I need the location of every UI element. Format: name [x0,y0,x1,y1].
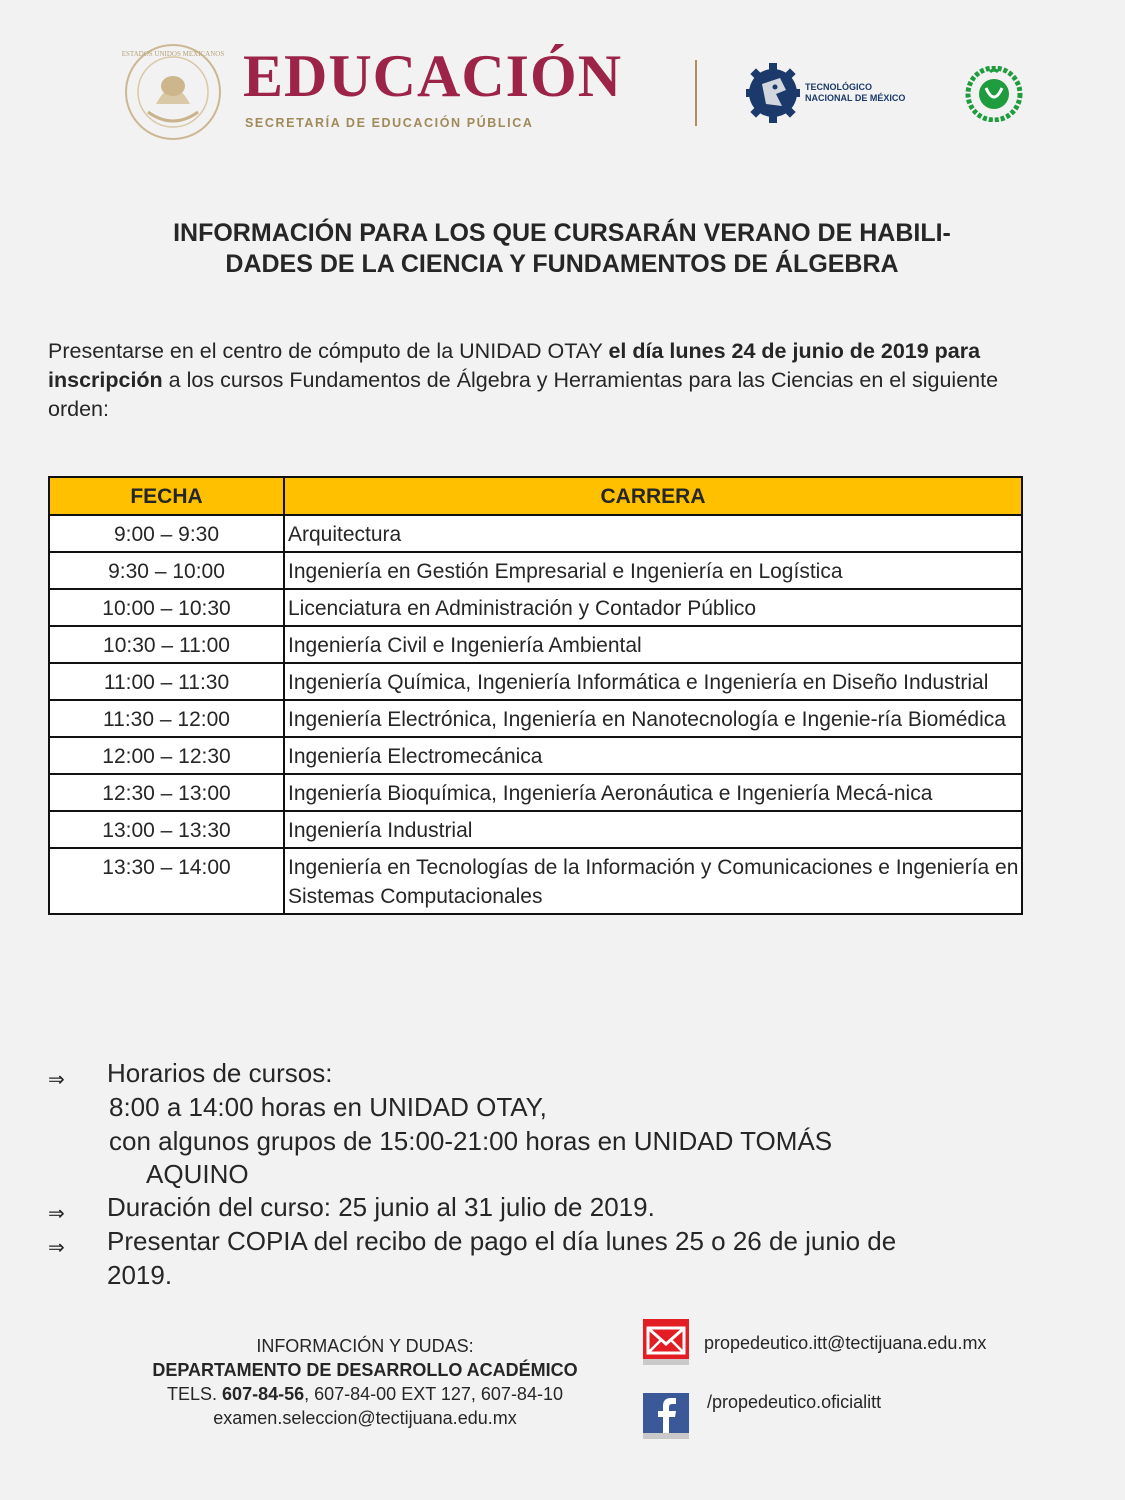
career-cell: Ingeniería Química, Ingeniería Informática e Ingeniería en Diseño Industrial [284,663,1022,700]
mexico-seal-icon [118,42,228,142]
time-cell: 13:30 – 14:00 [49,848,284,914]
tecnm-line-2: NACIONAL DE MÉXICO [805,93,906,103]
table-row [49,737,1022,774]
tecnm-gear-icon [746,60,800,126]
education-logo-text: EDUCACIÓN [243,43,623,109]
title-line-1: INFORMACIÓN PARA LOS QUE CURSARÁN VERANO DE HABILI- [173,219,951,247]
time-cell: 12:00 – 12:30 [49,737,284,774]
header-carrera: CARRERA [284,477,1022,515]
career-cell: Ingeniería en Gestión Empresarial e Ingeniería en Logística [284,552,1022,589]
career-cell: Licenciatura en Administración y Contador Público [284,589,1022,626]
table-row [49,626,1022,663]
schedule-table [48,476,1023,915]
intro-paragraph [48,337,1038,424]
table-row [49,589,1022,626]
note-duracion: Duración del curso: 25 junio al 31 julio de 2019. [107,1192,655,1222]
table-row [49,700,1022,737]
table-row [49,663,1022,700]
tecnm-line-1: TECNOLÓGICO [805,82,872,92]
time-cell: 13:00 – 13:30 [49,811,284,848]
tecnm-name [805,82,905,104]
facebook-icon [643,1393,689,1439]
career-cell: Ingeniería Industrial [284,811,1022,848]
info-label: INFORMACIÓN Y DUDAS: [256,1336,474,1356]
time-cell: 10:00 – 10:30 [49,589,284,626]
tels-rest: , 607-84-00 EXT 127, 607-84-10 [304,1384,563,1404]
arrow-icon: ⇒ [48,1237,65,1259]
intro-text-bold: el día lunes 24 de junio de 2019 para inscripción [48,339,981,392]
tels-main: 607-84-56 [222,1384,305,1404]
note-copia-line-2: 2019. [107,1260,173,1290]
career-cell: Arquitectura [284,515,1022,552]
table-row [49,774,1022,811]
time-cell: 10:30 – 11:00 [49,626,284,663]
header-divider [695,60,697,126]
note-horarios-line-1: 8:00 a 14:00 horas en UNIDAD OTAY, [109,1092,547,1122]
title-line-2: DADES DE LA CIENCIA Y FUNDAMENTOS DE ÁLGEBRA [225,250,899,278]
page-title [60,218,1064,280]
career-cell: Ingeniería Electrónica, Ingeniería en Nanotecnología e Ingenie-ría Biomédica [284,700,1022,737]
table-row [49,811,1022,848]
note-horarios-line-3: AQUINO [146,1159,249,1189]
table-row [49,848,1022,914]
header-fecha: FECHA [49,477,284,515]
table-row [49,552,1022,589]
time-cell: 11:30 – 12:00 [49,700,284,737]
arrow-icon: ⇒ [48,1069,65,1091]
contact-email-link[interactable]: propedeutico.itt@tectijuana.edu.mx [704,1333,987,1353]
phone-numbers [95,1382,635,1406]
career-cell: Ingeniería Bioquímica, Ingeniería Aeronáutica e Ingeniería Mecá-nica [284,774,1022,811]
facebook-link[interactable]: /propedeutico.oficialitt [707,1392,882,1412]
time-cell: 11:00 – 11:30 [49,663,284,700]
itt-logo-icon [962,66,1026,122]
note-horarios-title: Horarios de cursos: [107,1058,333,1088]
table-row [49,515,1022,552]
career-cell: Ingeniería Civil e Ingeniería Ambiental [284,626,1022,663]
arrow-icon: ⇒ [48,1203,65,1225]
department-name: DEPARTAMENTO DE DESARROLLO ACADÉMICO [152,1360,578,1380]
note-copia-line-1: Presentar COPIA del recibo de pago el día lunes 25 o 26 de junio de [107,1226,897,1256]
time-cell: 9:30 – 10:00 [49,552,284,589]
exam-email[interactable]: examen.seleccion@tectijuana.edu.mx [213,1408,517,1428]
career-cell: Ingeniería Electromecánica [284,737,1022,774]
intro-text-2: a los cursos Fundamentos de Álgebra y Herramientas para las Ciencias en el siguiente orden: [48,368,999,421]
contact-info [95,1334,635,1430]
table-header-row [49,477,1022,515]
intro-text-1: Presentarse en el centro de cómputo de la UNIDAD OTAY [48,339,609,363]
tels-prefix: TELS. [167,1384,223,1404]
time-cell: 9:00 – 9:30 [49,515,284,552]
career-cell: Ingeniería en Tecnologías de la Información y Comunicaciones e Ingeniería en Sistemas Computacionales [284,848,1022,914]
svg-text:ESTADOS UNIDOS MEXICANOS: ESTADOS UNIDOS MEXICANOS [121,50,225,58]
mail-icon [643,1319,689,1365]
time-cell: 12:30 – 13:00 [49,774,284,811]
sep-subtitle: SECRETARÍA DE EDUCACIÓN PÚBLICA [245,116,534,130]
note-horarios-line-2: con algunos grupos de 15:00-21:00 horas en UNIDAD TOMÁS [109,1126,833,1156]
